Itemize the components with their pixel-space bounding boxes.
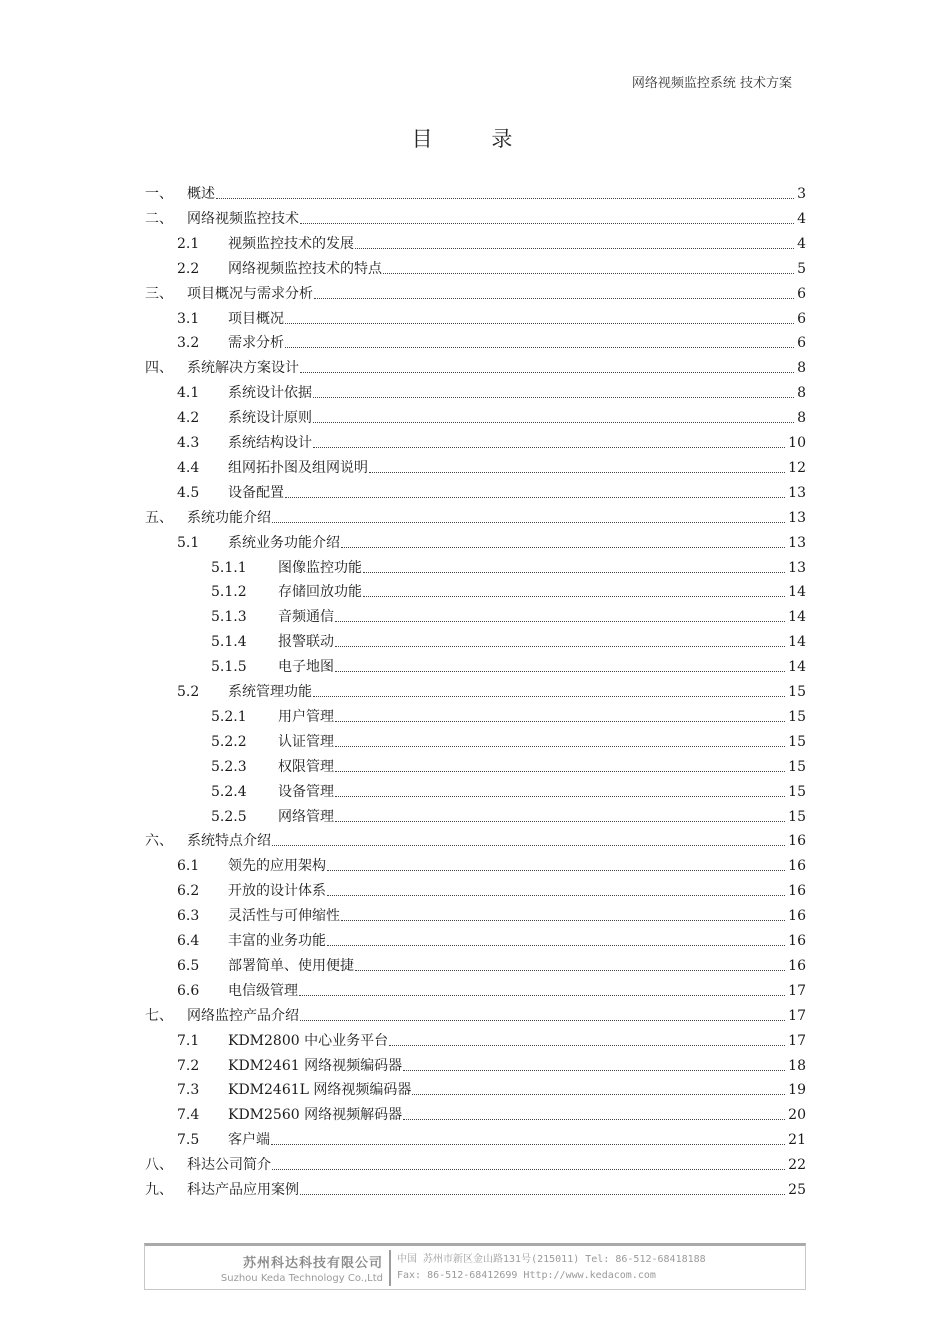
- toc-entry-number: 5.1.2: [211, 584, 247, 601]
- toc-entry-page: 13: [788, 534, 806, 551]
- toc-leader-dots: [271, 1143, 785, 1145]
- toc-entry-number: 6.6: [177, 982, 200, 999]
- toc-entry-number: 6.3: [177, 908, 200, 925]
- toc-entry[interactable]: [211, 628, 806, 650]
- toc-entry-number: 4.4: [177, 459, 200, 476]
- toc-entry-page: 15: [788, 733, 806, 750]
- toc-entry-number: 三、: [145, 285, 173, 302]
- toc-leader-dots: [300, 222, 794, 224]
- toc-entry-label: 项目概况与需求分析: [187, 285, 313, 302]
- toc-entry-label: 科达公司简介: [187, 1157, 271, 1174]
- toc-entry-number: 3.1: [177, 310, 200, 327]
- toc-leader-dots: [355, 247, 794, 249]
- toc-entry-label: 丰富的业务功能: [228, 933, 326, 949]
- toc-entry-number: 5.2.3: [211, 758, 247, 775]
- toc-entry[interactable]: [145, 504, 806, 526]
- toc-entry-label: 存储回放功能: [278, 584, 362, 601]
- toc-entry-page: 18: [788, 1057, 806, 1074]
- toc-entry-label: 电信级管理: [228, 982, 298, 999]
- toc-entry-number: 5.1.3: [211, 609, 247, 626]
- toc-entry-page: 6: [797, 335, 806, 352]
- toc-entry-page: 14: [788, 659, 806, 676]
- toc-entry[interactable]: [211, 778, 806, 800]
- toc-leader-dots: [335, 620, 785, 622]
- toc-entry[interactable]: [211, 703, 806, 725]
- footer-contact-line1: 中国 苏州市新区金山路131号(215011) Tel: 86-512-68418188: [397, 1253, 706, 1265]
- toc-leader-dots: [300, 1019, 785, 1021]
- toc-entry-label: 权限管理: [278, 758, 334, 775]
- toc-entry[interactable]: [177, 255, 806, 277]
- toc-entry-number: 5.2.4: [211, 783, 247, 800]
- toc-entry-label: 设备管理: [278, 783, 334, 800]
- toc-leader-dots: [341, 919, 785, 921]
- toc-leader-dots: [383, 272, 794, 274]
- toc-entry-label: 视频监控技术的发展: [228, 235, 354, 252]
- toc-entry-number: 二、: [145, 210, 173, 227]
- toc-entry-number: 7.2: [177, 1057, 200, 1074]
- toc-entry[interactable]: [177, 379, 806, 401]
- toc-leader-dots: [335, 645, 785, 647]
- toc-entry-page: 15: [788, 808, 806, 825]
- toc-entry-label: 系统解决方案设计: [187, 360, 299, 377]
- toc-entry-number: 7.4: [177, 1107, 200, 1124]
- toc-entry-label: 设备配置: [228, 484, 284, 501]
- toc-entry-page: 16: [788, 957, 806, 974]
- toc-entry-label: 用户管理: [278, 708, 334, 725]
- toc-leader-dots: [216, 197, 794, 199]
- toc-entry-page: 14: [788, 634, 806, 651]
- toc-entry-number: 2.1: [177, 235, 200, 252]
- toc-entry-page: 13: [788, 484, 806, 501]
- toc-leader-dots: [285, 322, 794, 324]
- toc-entry-number: 5.2.2: [211, 733, 247, 750]
- toc-leader-dots: [335, 670, 785, 672]
- toc-entry-page: 15: [788, 684, 806, 700]
- toc-entry-label: KDM2461 网络视频编码器: [228, 1057, 403, 1074]
- toc-entry-label: 系统功能介绍: [187, 509, 271, 526]
- toc-entry[interactable]: [177, 329, 806, 351]
- toc-entry-number: 4.1: [177, 385, 200, 402]
- toc-entry-number: 6.2: [177, 883, 200, 900]
- toc-entry-page: 15: [788, 783, 806, 800]
- toc-entry[interactable]: [177, 952, 806, 974]
- toc-entry[interactable]: [177, 1101, 806, 1123]
- toc-leader-dots: [403, 1118, 785, 1120]
- toc-entry-label: 网络视频监控技术的特点: [228, 260, 382, 277]
- toc-entry-number: 4.2: [177, 410, 200, 427]
- toc-entry[interactable]: [177, 927, 806, 949]
- toc-entry-page: 4: [797, 235, 806, 252]
- toc-entry-label: 图像监控功能: [278, 559, 362, 576]
- toc-entry-label: 灵活性与可伸缩性: [228, 908, 340, 925]
- toc-entry[interactable]: [145, 205, 806, 227]
- toc-entry-label: 认证管理: [278, 733, 334, 750]
- toc-entry-label: KDM2560 网络视频解码器: [228, 1107, 403, 1124]
- toc-leader-dots: [327, 944, 785, 946]
- toc-leader-dots: [335, 770, 785, 772]
- toc-entry-page: 10: [788, 435, 806, 451]
- toc-entry-number: 6.5: [177, 957, 200, 974]
- toc-entry[interactable]: [177, 977, 806, 999]
- toc-entry-number: 5.1.4: [211, 634, 247, 651]
- toc-entry-number: 六、: [145, 833, 173, 850]
- toc-entry[interactable]: [177, 479, 806, 501]
- toc-entry[interactable]: [211, 728, 806, 750]
- toc-entry-label: 开放的设计体系: [228, 883, 326, 900]
- toc-entry-page: 16: [788, 908, 806, 925]
- toc-entry[interactable]: [211, 653, 806, 675]
- toc-entry-number: 八、: [145, 1157, 173, 1174]
- toc-entry-label: 科达产品应用案例: [187, 1182, 299, 1198]
- toc-leader-dots: [272, 1168, 785, 1170]
- toc-entry[interactable]: [177, 902, 806, 924]
- toc-entry-page: 16: [788, 933, 806, 949]
- toc-entry[interactable]: [177, 429, 806, 451]
- toc-entry[interactable]: [177, 404, 806, 426]
- toc-entry[interactable]: [177, 852, 806, 874]
- toc-entry-label: KDM2800 中心业务平台: [228, 1032, 389, 1049]
- toc-entry-number: 6.1: [177, 858, 200, 875]
- toc-entry[interactable]: [177, 454, 806, 476]
- toc-entry-page: 12: [788, 459, 806, 476]
- toc-leader-dots: [313, 421, 794, 423]
- toc-entry[interactable]: [177, 529, 806, 551]
- toc-entry[interactable]: [211, 554, 806, 576]
- toc-entry[interactable]: [145, 1176, 806, 1198]
- toc-leader-dots: [327, 894, 785, 896]
- toc-leader-dots: [403, 1069, 785, 1071]
- toc-entry[interactable]: [211, 803, 806, 825]
- toc-entry[interactable]: [211, 753, 806, 775]
- toc-entry-label: 网络监控产品介绍: [187, 1007, 299, 1024]
- toc-entry-label: 网络视频监控技术: [187, 210, 299, 227]
- toc-entry[interactable]: [177, 230, 806, 252]
- toc-leader-dots: [363, 571, 785, 573]
- toc-entry[interactable]: [145, 827, 806, 849]
- toc-leader-dots: [272, 844, 785, 846]
- toc-entry[interactable]: [177, 1076, 806, 1098]
- toc-entry-page: 6: [797, 285, 806, 302]
- toc-leader-dots: [313, 396, 794, 398]
- toc-leader-dots: [389, 1044, 785, 1046]
- toc-entry-number: 四、: [145, 360, 173, 377]
- toc-entry-page: 15: [788, 708, 806, 725]
- toc-entry-label: 报警联动: [278, 634, 334, 651]
- toc-entry-number: 4.3: [177, 435, 200, 451]
- toc-leader-dots: [355, 969, 785, 971]
- toc-entry-number: 五、: [145, 509, 173, 526]
- toc-entry[interactable]: [177, 1027, 806, 1049]
- toc-entry-page: 8: [797, 410, 806, 427]
- toc-leader-dots: [341, 546, 785, 548]
- toc-leader-dots: [335, 720, 785, 722]
- toc-entry-label: 需求分析: [228, 335, 284, 352]
- toc-entry-label: 网络管理: [278, 808, 334, 825]
- toc-leader-dots: [335, 795, 785, 797]
- toc-entry-label: 电子地图: [278, 659, 334, 676]
- toc-entry-label: 概述: [187, 186, 215, 202]
- toc-entry-page: 3: [797, 186, 806, 202]
- toc-entry-label: 系统设计依据: [228, 385, 312, 402]
- toc-entry-number: 5.1.1: [211, 559, 247, 576]
- toc-entry-label: KDM2461L 网络视频编码器: [228, 1082, 412, 1099]
- toc-leader-dots: [327, 869, 785, 871]
- toc-leader-dots: [285, 346, 794, 348]
- toc-leader-dots: [363, 595, 785, 597]
- toc-entry-number: 5.2.5: [211, 808, 247, 825]
- toc-title: 目 录: [411, 127, 539, 151]
- toc-entry-label: 部署简单、使用便捷: [228, 957, 354, 974]
- toc-entry[interactable]: [211, 578, 806, 600]
- page-footer: [144, 1243, 806, 1290]
- toc-entry-page: 15: [788, 758, 806, 775]
- toc-entry-number: 5.1: [177, 534, 200, 551]
- footer-contact: [397, 1252, 706, 1284]
- toc-entry-number: 3.2: [177, 335, 200, 352]
- toc-entry-page: 22: [788, 1157, 806, 1174]
- toc-entry[interactable]: [145, 1002, 806, 1024]
- page-header-title: 网络视频监控系统 技术方案: [631, 76, 792, 91]
- toc-entry-page: 17: [788, 1007, 806, 1024]
- toc-leader-dots: [300, 1193, 785, 1195]
- toc-leader-dots: [335, 745, 785, 747]
- footer-company-cn: 苏州科达科技有限公司: [242, 1255, 383, 1271]
- toc-entry[interactable]: [177, 1126, 806, 1148]
- toc-entry-page: 21: [788, 1132, 806, 1149]
- toc-entry-number: 5.2: [177, 684, 200, 700]
- toc-entry-page: 16: [788, 858, 806, 875]
- toc-entry-page: 25: [788, 1182, 806, 1198]
- footer-company-en: Suzhou Keda Technology Co.,Ltd: [220, 1272, 383, 1284]
- toc-entry-page: 19: [788, 1082, 806, 1099]
- toc-entry-page: 17: [788, 982, 806, 999]
- toc-entry-label: 系统管理功能: [228, 684, 312, 700]
- toc-entry-number: 5.1.5: [211, 659, 247, 676]
- toc-entry[interactable]: [145, 1151, 806, 1173]
- toc-entry[interactable]: [211, 603, 806, 625]
- toc-entry[interactable]: [177, 678, 806, 700]
- toc-leader-dots: [285, 496, 785, 498]
- toc-leader-dots: [335, 820, 785, 822]
- toc-entry-label: 领先的应用架构: [228, 858, 326, 875]
- toc-entry-page: 20: [788, 1107, 806, 1124]
- toc-entry-page: 14: [788, 584, 806, 601]
- toc-entry-page: 16: [788, 833, 806, 850]
- toc-leader-dots: [272, 521, 785, 523]
- toc-entry[interactable]: [177, 877, 806, 899]
- toc-entry-label: 组网拓扑图及组网说明: [228, 459, 368, 476]
- toc-entry[interactable]: [145, 280, 806, 302]
- toc-entry-label: 项目概况: [228, 310, 284, 327]
- toc-entry-page: 13: [788, 559, 806, 576]
- toc-entry-page: 16: [788, 883, 806, 900]
- toc-entry-label: 客户端: [228, 1132, 270, 1149]
- toc-entry-page: 5: [797, 260, 806, 277]
- toc-entry-label: 系统结构设计: [228, 435, 312, 451]
- toc-entry-page: 8: [797, 385, 806, 402]
- toc-entry-number: 一、: [145, 186, 173, 202]
- footer-company: [145, 1252, 389, 1284]
- toc-entry-number: 七、: [145, 1007, 173, 1024]
- toc-entry-label: 系统特点介绍: [187, 833, 271, 850]
- toc-entry-page: 13: [788, 509, 806, 526]
- toc-entry-page: 4: [797, 210, 806, 227]
- toc-entry-label: 音频通信: [278, 609, 334, 626]
- toc-entry-number: 6.4: [177, 933, 200, 949]
- toc-entry-number: 九、: [145, 1182, 173, 1198]
- toc-entry[interactable]: [177, 305, 806, 327]
- toc-leader-dots: [314, 297, 794, 299]
- toc-entry-number: 7.1: [177, 1032, 200, 1049]
- toc-leader-dots: [369, 471, 785, 473]
- toc-entry[interactable]: [177, 1052, 806, 1074]
- toc-entry-label: 系统设计原则: [228, 410, 312, 427]
- toc-leader-dots: [412, 1093, 785, 1095]
- toc-leader-dots: [299, 994, 785, 996]
- toc-entry-page: 8: [797, 360, 806, 377]
- toc-entry-number: 7.3: [177, 1082, 200, 1099]
- toc-entry-label: 系统业务功能介绍: [228, 534, 340, 551]
- toc-entry-number: 4.5: [177, 484, 200, 501]
- toc-entry-number: 5.2.1: [211, 708, 247, 725]
- footer-contact-line2: Fax: 86-512-68412699 Http://www.kedacom.com: [397, 1269, 656, 1281]
- toc-entry[interactable]: [145, 180, 806, 202]
- footer-divider: [389, 1250, 391, 1286]
- toc-entry-page: 14: [788, 609, 806, 626]
- toc-entry-page: 17: [788, 1032, 806, 1049]
- toc-entry-number: 7.5: [177, 1132, 200, 1149]
- toc-leader-dots: [313, 695, 785, 697]
- toc-leader-dots: [300, 371, 794, 373]
- toc-leader-dots: [313, 446, 785, 448]
- toc-entry-page: 6: [797, 310, 806, 327]
- toc-entry-number: 2.2: [177, 260, 200, 277]
- toc-entry[interactable]: [145, 354, 806, 376]
